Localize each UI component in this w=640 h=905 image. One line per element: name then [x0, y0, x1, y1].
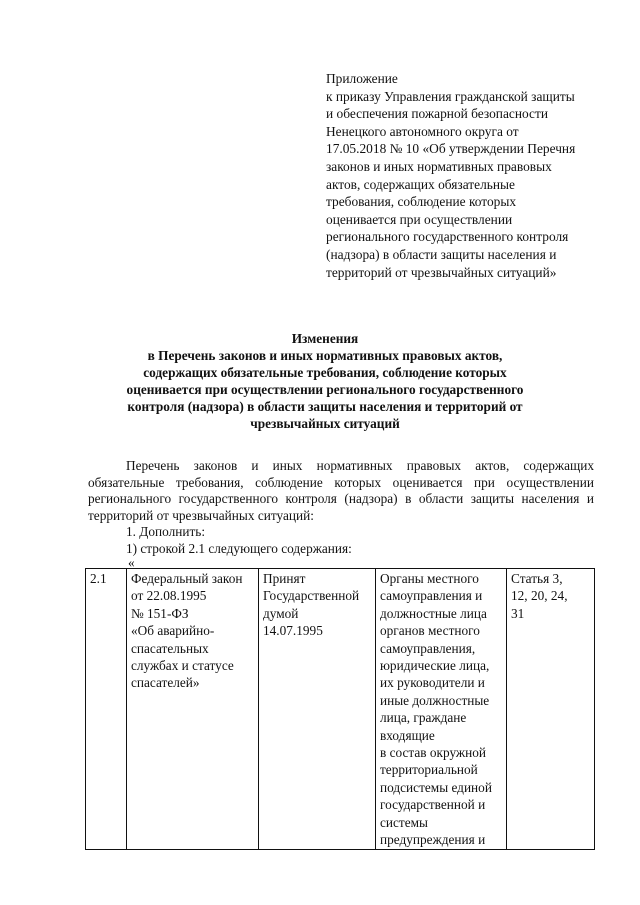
- annex-line: территорий от чрезвычайных ситуаций»: [326, 264, 557, 280]
- cell-articles: Статья 3, 12, 20, 24, 31: [507, 569, 595, 850]
- annex-line: оценивается при осуществлении: [326, 211, 513, 227]
- body-text: [88, 458, 594, 569]
- annex-line: законов и иных нормативных правовых: [326, 158, 552, 174]
- title-line: чрезвычайных ситуаций: [250, 416, 400, 431]
- item-1-sub: 1) строкой 2.1 следующего содержания:: [126, 540, 352, 556]
- cell-subjects: Органы местного самоуправления и должностные лица органов местного самоуправления, юридические лица, их руководители и иные должностные лица, граждане входящие в состав окружной территориальной подсистемы единой государственной и системы предупреждения и: [376, 569, 507, 850]
- changes-table: [85, 568, 595, 850]
- annex-line: 17.05.2018 № 10 «Об утверждении Перечня: [326, 141, 576, 157]
- item-1: 1. Дополнить:: [126, 524, 206, 539]
- opening-quote: «: [128, 555, 135, 570]
- annex-line: Приложение: [326, 71, 398, 86]
- cell-number: 2.1: [86, 569, 127, 850]
- annex-line: актов, содержащих обязательные: [326, 176, 515, 192]
- document-title: [120, 330, 530, 432]
- annex-line: регионального государственного контроля: [326, 229, 569, 245]
- title-line: содержащих обязательные требования, соблюдение которых: [143, 365, 507, 380]
- title-line: оценивается при осуществлении регионального государственного: [126, 382, 524, 397]
- cell-document: Федеральный закон от 22.08.1995 № 151-ФЗ «Об аварийно- спасательных службах и статусе спасателей»: [127, 569, 259, 850]
- cell-adopted: Принят Государственной думой 14.07.1995: [259, 569, 376, 850]
- intro-paragraph: Перечень законов и иных нормативных правовых актов, содержащих обязательные требования, соблюдение которых оценивается при осуществлении регионального государственного контроля (надзора) в области защиты населения и территорий от чрезвычайных ситуаций:: [88, 458, 594, 523]
- annex-line: (надзора) в области защиты населения и: [326, 246, 557, 262]
- annex-line: требования, соблюдение которых: [326, 194, 517, 210]
- annex-line: Ненецкого автономного округа от: [326, 123, 519, 139]
- title-line: контроля (надзора) в области защиты населения и территорий от: [127, 399, 523, 414]
- annex-header: [326, 70, 606, 281]
- table-row: [86, 569, 595, 850]
- annex-line: и обеспечения пожарной безопасности: [326, 106, 549, 122]
- title-line: Изменения: [291, 331, 359, 346]
- annex-line: к приказу Управления гражданской защиты: [326, 88, 575, 104]
- title-line: в Перечень законов и иных нормативных правовых актов,: [147, 348, 503, 363]
